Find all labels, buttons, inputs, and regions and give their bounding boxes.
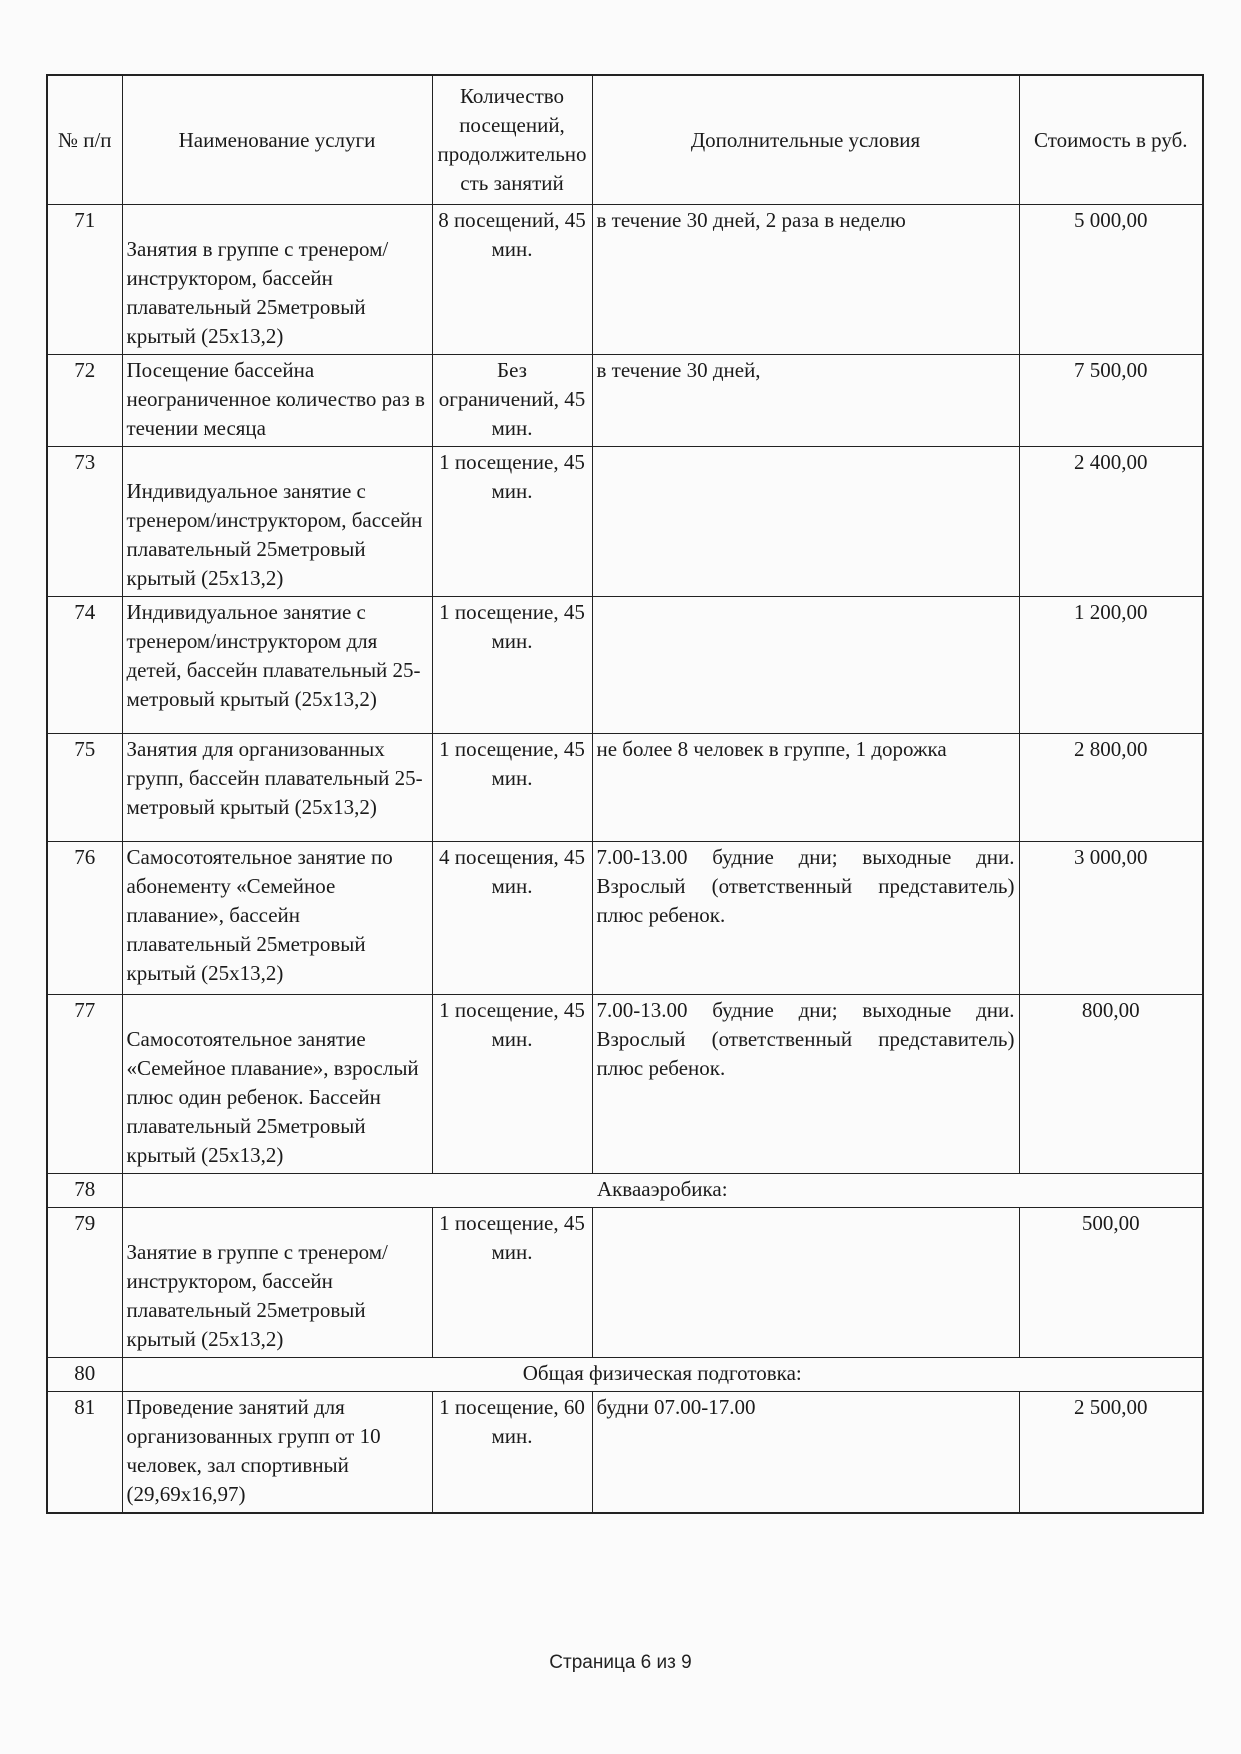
row-price: 3 000,00 bbox=[1019, 842, 1203, 995]
row-conditions: будни 07.00-17.00 bbox=[592, 1392, 1019, 1514]
row-qty: 1 посещение, 45 мин. bbox=[432, 1208, 592, 1358]
row-price: 2 400,00 bbox=[1019, 447, 1203, 597]
row-service-name: Посещение бассейна неограниченное количество раз в течении месяца bbox=[122, 355, 432, 447]
row-num: 75 bbox=[47, 734, 122, 842]
row-qty: 1 посещение, 45 мин. bbox=[432, 447, 592, 597]
row-qty: 1 посещение, 60 мин. bbox=[432, 1392, 592, 1514]
row-service-name: Проведение занятий для организованных групп от 10 человек, зал спортивный (29,69х16,97) bbox=[122, 1392, 432, 1514]
row-price: 5 000,00 bbox=[1019, 205, 1203, 355]
row-num: 81 bbox=[47, 1392, 122, 1514]
row-conditions bbox=[592, 597, 1019, 734]
header-conditions: Дополнительные условия bbox=[592, 75, 1019, 205]
table-row bbox=[47, 355, 1203, 447]
row-qty: 1 посещение, 45 мин. bbox=[432, 597, 592, 734]
page-number: Страница 6 из 9 bbox=[549, 1652, 692, 1673]
row-service-name: Занятия для организованных групп, бассейн плавательный 25-метровый крытый (25х13,2) bbox=[122, 734, 432, 842]
header-qty: Количество посещений, продолжительно сть занятий bbox=[432, 75, 592, 205]
section-title: Общая физическая подготовка: bbox=[122, 1358, 1203, 1392]
row-price: 7 500,00 bbox=[1019, 355, 1203, 447]
table-row bbox=[47, 734, 1203, 842]
row-service-name: Индивидуальное занятие с тренером/инструктором для детей, бассейн плавательный 25-метровый крытый (25х13,2) bbox=[122, 597, 432, 734]
row-service-name: Самосотоятельное занятие «Семейное плавание», взрослый плюс один ребенок. Бассейн плавательный 25метровый крытый (25х13,2) bbox=[126, 1027, 419, 1167]
row-num: 76 bbox=[47, 842, 122, 995]
row-service-name: Индивидуальное занятие с тренером/инструктором, бассейн плавательный 25метровый крытый (25х13,2) bbox=[126, 479, 423, 590]
table-row bbox=[47, 1392, 1203, 1514]
header-name: Наименование услуги bbox=[122, 75, 432, 205]
row-qty: Без ограничений, 45 мин. bbox=[432, 355, 592, 447]
row-qty: 4 посещения, 45 мин. bbox=[432, 842, 592, 995]
row-price: 500,00 bbox=[1019, 1208, 1203, 1358]
row-service-name: Занятия в группе с тренером/инструктором, бассейн плавательный 25метровый крытый (25х13,2) bbox=[126, 237, 389, 348]
table-row bbox=[47, 1208, 1203, 1358]
row-price: 1 200,00 bbox=[1019, 597, 1203, 734]
header-num: № п/п bbox=[47, 75, 122, 205]
row-num: 79 bbox=[47, 1208, 122, 1358]
row-num: 73 bbox=[47, 447, 122, 597]
row-qty: 1 посещение, 45 мин. bbox=[432, 995, 592, 1174]
row-price: 2 800,00 bbox=[1019, 734, 1203, 842]
header-price: Стоимость в руб. bbox=[1019, 75, 1203, 205]
row-conditions bbox=[592, 447, 1019, 597]
table-header-row bbox=[47, 75, 1203, 205]
row-price: 2 500,00 bbox=[1019, 1392, 1203, 1514]
row-num: 80 bbox=[47, 1358, 122, 1392]
section-row bbox=[47, 1174, 1203, 1208]
row-conditions bbox=[592, 1208, 1019, 1358]
row-conditions: не более 8 человек в группе, 1 дорожка bbox=[592, 734, 1019, 842]
row-num: 78 bbox=[47, 1174, 122, 1208]
row-service-name: Самосотоятельное занятие по абонементу «Семейное плавание», бассейн плавательный 25метровый крытый (25х13,2) bbox=[122, 842, 432, 995]
table-row bbox=[47, 205, 1203, 355]
price-table bbox=[46, 74, 1204, 1514]
row-num: 74 bbox=[47, 597, 122, 734]
row-qty: 1 посещение, 45 мин. bbox=[432, 734, 592, 842]
table-row bbox=[47, 597, 1203, 734]
row-qty: 8 посещений, 45 мин. bbox=[432, 205, 592, 355]
row-conditions: в течение 30 дней, 2 раза в неделю bbox=[592, 205, 1019, 355]
row-conditions: 7.00-13.00 будние дни; выходные дни. Взрослый (ответственный представитель) плюс ребенок. bbox=[592, 842, 1019, 995]
row-conditions: 7.00-13.00 будние дни; выходные дни. Взрослый (ответственный представитель) плюс ребенок. bbox=[592, 995, 1019, 1174]
row-num: 77 bbox=[47, 995, 122, 1174]
row-num: 72 bbox=[47, 355, 122, 447]
table-row bbox=[47, 842, 1203, 995]
table-row bbox=[47, 995, 1203, 1174]
row-service-name: Занятие в группе с тренером/инструктором, бассейн плавательный 25метровый крытый (25х13,2) bbox=[126, 1240, 388, 1351]
section-row bbox=[47, 1358, 1203, 1392]
table-row bbox=[47, 447, 1203, 597]
section-title: Аквааэробика: bbox=[122, 1174, 1203, 1208]
row-conditions: в течение 30 дней, bbox=[592, 355, 1019, 447]
row-num: 71 bbox=[47, 205, 122, 355]
row-price: 800,00 bbox=[1019, 995, 1203, 1174]
